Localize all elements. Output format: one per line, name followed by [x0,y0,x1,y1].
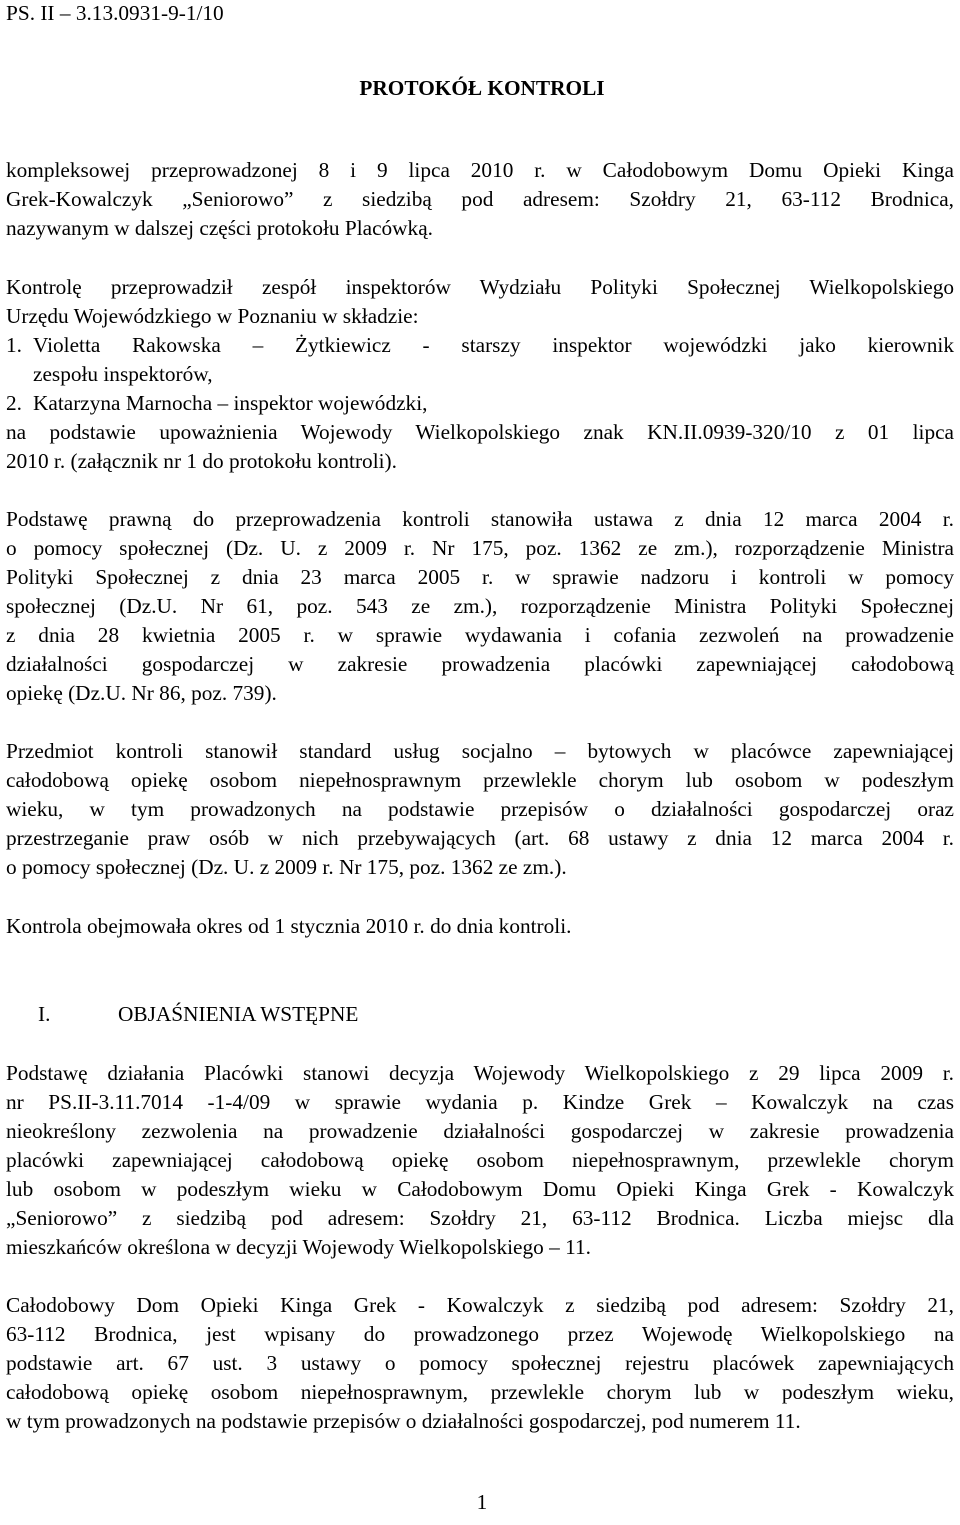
intro-line: kompleksowej przeprowadzonej 8 i 9 lipca 2010 r. w Całodobowym Domu Opieki Kinga [6,158,954,182]
team-member-1 [6,331,954,360]
legal-line: działalności gospodarczej w zakresie prowadzenia placówki zapewniającej całodobową [6,652,954,676]
legal-line: Podstawę prawną do przeprowadzenia kontroli stanowiła ustawa z dnia 12 marca 2004 r. [6,507,954,531]
legal-line: z dnia 28 kwietnia 2005 r. w sprawie wydawania i cofania zezwoleń na prowadzenie [6,623,954,647]
section-heading [38,1000,358,1029]
basis-line: mieszkańców określona w decyzji Wojewody Wielkopolskiego – 11. [6,1235,591,1259]
basis-line: lub osobom w podeszłym wieku w Całodobowym Domu Opieki Kinga Grek - Kowalczyk [6,1177,954,1201]
registry-line: całodobową opiekę osobom niepełnosprawnym, przewlekle chorym lub w podeszłym wieku, [6,1380,954,1404]
list-number: 1. [6,333,22,357]
inspection-team-section [6,273,954,476]
legal-line: opiekę (Dz.U. Nr 86, poz. 739). [6,681,277,705]
subject-line: wieku, w tym prowadzonych na podstawie przepisów o działalności gospodarczej oraz [6,797,954,821]
legal-basis-paragraph [6,505,954,708]
legal-line: o pomocy społecznej (Dz. U. z 2009 r. Nr 175, poz. 1362 ze zm.), rozporządzenie Ministra [6,536,954,560]
registry-line: podstawie art. 67 ust. 3 ustawy o pomocy społecznej rejestru placówek zapewniających [6,1351,954,1375]
team-member-1-cont: zespołu inspektorów, [33,362,213,386]
subject-paragraph [6,737,954,882]
legal-line: Polityki Społecznej z dnia 23 marca 2005 r. w sprawie nadzoru i kontroli w pomocy [6,565,954,589]
basis-line: Podstawę działania Placówki stanowi decyzja Wojewody Wielkopolskiego z 29 lipca 2009 r. [6,1061,954,1085]
intro-line: Grek-Kowalczyk „Seniorowo” z siedzibą pod adresem: Szołdry 21, 63-112 Brodnica, [6,187,954,211]
authorization-line: na podstawie upoważnienia Wojewody Wielkopolskiego znak KN.II.0939-320/10 z 01 lipca [6,420,954,444]
basis-line: nr PS.II-3.11.7014 -1-4/09 w sprawie wydania p. Kindze Grek – Kowalczyk na czas [6,1090,954,1114]
section-title: OBJAŚNIENIA WSTĘPNE [118,1002,359,1026]
intro-line: nazywanym w dalszej części protokołu Placówką. [6,216,433,240]
registry-line: 63-112 Brodnica, jest wpisany do prowadzonego przez Wojewodę Wielkopolskiego na [6,1322,954,1346]
team-member-2 [6,389,954,418]
team-line: Kontrolę przeprowadził zespół inspektorów Wydziału Polityki Społecznej Wielkopolskiego [6,275,954,299]
registry-line: w tym prowadzonych na podstawie przepisów o działalności gospodarczej, pod numerem 11. [6,1409,801,1433]
section-numeral: I. [38,1002,51,1026]
member-name: Violetta Rakowska – Żytkiewicz - starszy inspektor wojewódzki jako kierownik [33,333,954,357]
intro-paragraph [6,156,954,243]
authorization-line: 2010 r. (załącznik nr 1 do protokołu kontroli). [6,449,397,473]
document-reference: PS. II – 3.13.0931-9-1/10 [6,1,224,25]
subject-line: całodobową opiekę osobom niepełnosprawnym przewlekle chorym lub osobom w podeszłym [6,768,954,792]
list-number: 2. [6,391,22,415]
basis-paragraph [6,1059,954,1262]
subject-line: o pomocy społecznej (Dz. U. z 2009 r. Nr 175, poz. 1362 ze zm.). [6,855,567,879]
basis-line: „Seniorowo” z siedzibą pod adresem: Szołdry 21, 63-112 Brodnica. Liczba miejsc dla [6,1206,954,1230]
page-title: PROTOKÓŁ KONTROLI [359,76,605,100]
registry-line: Całodobowy Dom Opieki Kinga Grek - Kowalczyk z siedzibą pod adresem: Szołdry 21, [6,1293,954,1317]
page-number: 1 [476,1490,488,1514]
legal-line: społecznej (Dz.U. Nr 61, poz. 543 ze zm.), rozporządzenie Ministra Polityki Społecznej [6,594,954,618]
registry-paragraph [6,1291,954,1436]
team-line: Urzędu Wojewódzkiego w Poznaniu w składzie: [6,304,419,328]
subject-line: przestrzeganie praw osób w nich przebywających (art. 68 ustawy z dnia 12 marca 2004 r. [6,826,954,850]
basis-line: nieokreślony zezwolenia na prowadzenie działalności gospodarczej w zakresie prowadzenia [6,1119,954,1143]
subject-line: Przedmiot kontroli stanowił standard usług socjalno – bytowych w placówce zapewniającej [6,739,954,763]
member-name: Katarzyna Marnocha – inspektor wojewódzki, [33,391,428,415]
basis-line: placówki zapewniającej całodobową opiekę osobom niepełnosprawnym, przewlekle chorym [6,1148,954,1172]
period-paragraph: Kontrola obejmowała okres od 1 stycznia 2010 r. do dnia kontroli. [6,914,572,938]
